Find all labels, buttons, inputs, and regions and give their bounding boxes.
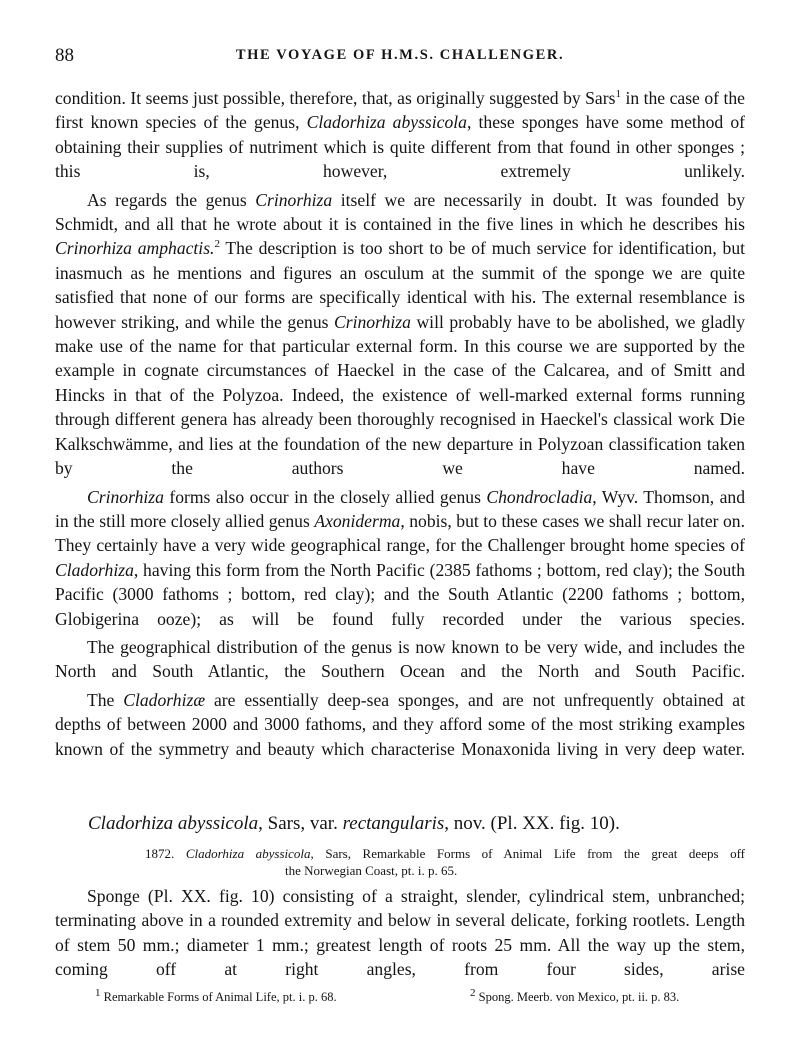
taxon-name: Crinorhiza (334, 311, 411, 332)
paragraph-3: Crinorhiza forms also occur in the closely allied genus Chondrocladia, Wyv. Thomson, and in the still more closely allied genus Axoniderma, nobis, but to these cases we shall recur later on. They certainly have a very wide geographical range, for the Challenger brought home species of Cladorhiza, having this form from the North Pacific (2385 fathoms ; bottom, red clay); the South Pacific (3000 fathoms ; bottom, red clay); and the South Atlantic (2200 fathoms ; bottom, Globigerina ooze); as will be found fully recorded under the various species. (55, 486, 745, 629)
footnote-1: $^1$ Remarkable Forms of Animal Life, pt. i. p. 68. (95, 986, 337, 1004)
taxon-name: Crinorhiza (255, 189, 333, 210)
taxon-name: Crinorhiza (87, 486, 164, 507)
paragraph-4: The geographical distribution of the genus is now known to be very wide, and includes the North and South Atlantic, the Southern Ocean and the North and South Pacific. (55, 636, 745, 682)
synonymy-citation: 1872. Cladorhiza abyssicola, Sars, Remarkable Forms of Animal Life from the great deeps off the Norwegian Coast, pt. i. p. 65. (145, 846, 745, 878)
taxon-name: Chondrocladia (486, 486, 593, 507)
page-number: 88 (55, 45, 74, 66)
taxon-name: Cladorhiza (55, 559, 134, 580)
species-name: Cladorhiza abyssicola (88, 813, 259, 834)
species-description (55, 884, 745, 982)
taxon-name: Cladorhiza abyssicola (306, 112, 467, 133)
taxon-name: Crinorhiza amphactis. (55, 238, 215, 259)
body-text (55, 86, 745, 761)
description-paragraph: Sponge (Pl. XX. fig. 10) consisting of a straight, slender, cylindrical stem, unbranched; terminating above in a rounded extremity and below in several delicate, forking rootlets. Length of stem 50 mm.; diameter 1 mm.; greatest length of roots 25 mm. All the way up the stem, coming off at right angles, from four sides, arise (55, 886, 745, 980)
running-title: THE VOYAGE OF H.M.S. CHALLENGER. (235, 47, 565, 63)
paragraph-2: As regards the genus Crinorhiza itself we are necessarily in doubt. It was founded by Schmidt, and all that he wrote about it is contained in the five lines in which he describes his Crinorhiza amphactis.$^2$ The description is too short to be of much service for identification, but inasmuch as he mentions and figures an osculum at the summit of the sponge we are quite satisfied that none of our forms are specifically identical with his. The external resemblance is however striking, and while the genus Crinorhiza will probably have to be abolished, we gladly make use of the name for that particular external form. In this course we are supported by the example in cognate circumstances of Haeckel in the case of the Calcarea, and of Smitt and Hincks in that of the Polyzoa. Indeed, the existence of well-marked external forms running through different genera has already been thoroughly recognised in Haeckel's classical work Die Kalkschwämme, and lies at the foundation of the new departure in Polyzoan classification taken by the authors we have named. (55, 189, 746, 479)
variety-name: rectangularis (342, 813, 445, 834)
species-heading: Cladorhiza abyssicola, Sars, var. rectangularis, nov. (Pl. XX. fig. 10). (88, 813, 620, 834)
footnote-ref-1: 1 (615, 88, 621, 101)
page-header (55, 45, 745, 69)
footnotes (55, 986, 745, 1010)
synonym-name: Cladorhiza abyssicola (185, 846, 311, 861)
taxon-name: Cladorhizæ (123, 689, 206, 710)
paragraph-1: condition. It seems just possible, therefore, that, as originally suggested by Sars$^1$ in the case of the first known species of the genus, Cladorhiza abyssicola, these sponges have some method of obtaining their supplies of nutriment which is quite different from that found in other sponges ; this is, however, extremely unlikely. (55, 88, 745, 182)
footnote-2: $^2$ Spong. Meerb. von Mexico, pt. ii. p. 83. (470, 986, 680, 1004)
paragraph-5: The Cladorhizæ are essentially deep-sea sponges, and are not unfrequently obtained at depths of between 2000 and 3000 fathoms, and they afford some of the most striking examples known of the symmetry and beauty which characterise Monaxonida living in very deep water. (55, 689, 745, 759)
footnote-ref-2: 2 (214, 238, 220, 251)
taxon-name: Axoniderma (314, 510, 401, 531)
